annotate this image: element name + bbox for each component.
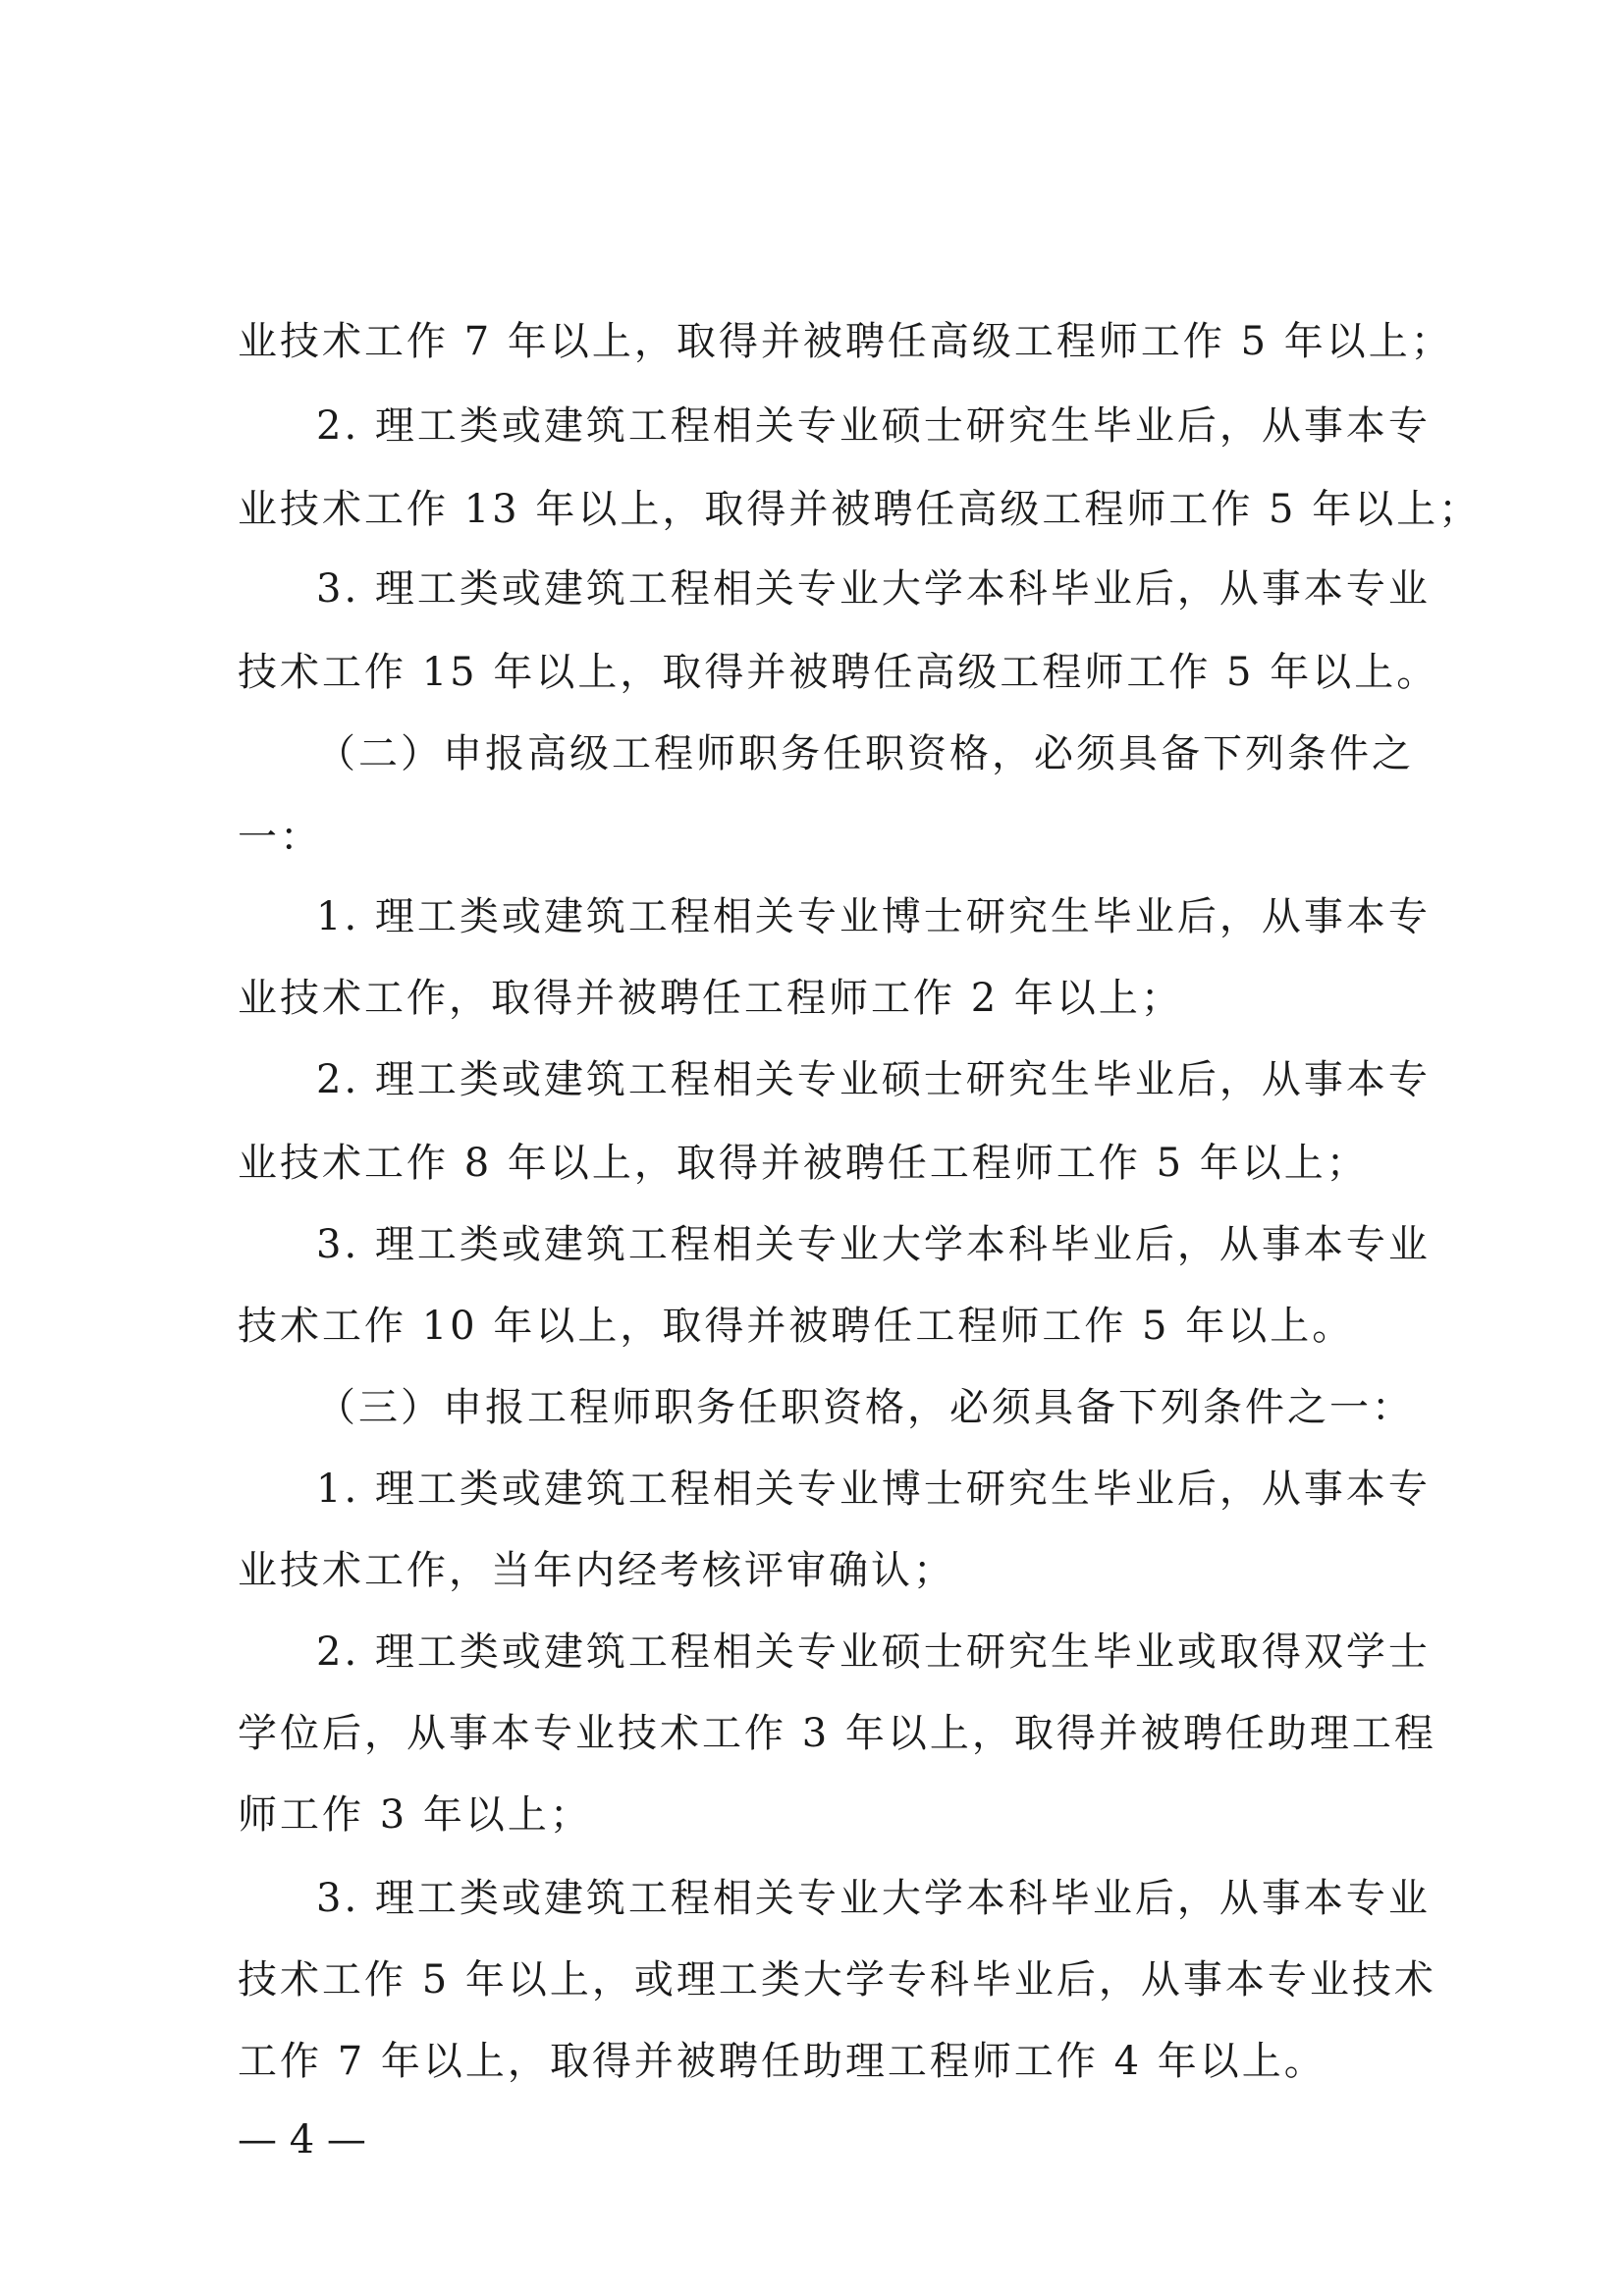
body-text-line: 业技术工作 13 年以上，取得并被聘任高级工程师工作 5 年以上； [238, 487, 1482, 532]
body-text-line: 技术工作 10 年以上，取得并被聘任工程师工作 5 年以上。 [238, 1304, 1355, 1349]
body-text-line: 师工作 3 年以上； [238, 1792, 592, 1838]
body-text-line: 业技术工作 8 年以上，取得并被聘任工程师工作 5 年以上； [238, 1141, 1369, 1186]
body-text-line: 业技术工作，取得并被聘任工程师工作 2 年以上； [238, 976, 1183, 1021]
body-text-line: 1. 理工类或建筑工程相关专业博士研究生毕业后，从事本专 [316, 1467, 1431, 1512]
body-text-line: 3. 理工类或建筑工程相关专业大学本科毕业后，从事本专业 [316, 566, 1431, 612]
body-text-line: 3. 理工类或建筑工程相关专业大学本科毕业后，从事本专业 [316, 1876, 1431, 1921]
page-number: — 4 — [238, 2117, 366, 2163]
body-text-line: 2. 理工类或建筑工程相关专业硕士研究生毕业后，从事本专 [316, 1057, 1431, 1102]
body-text-line: 业技术工作，当年内经考核评审确认； [238, 1548, 955, 1593]
body-text-line: 学位后，从事本专业技术工作 3 年以上，取得并被聘任助理工程 [238, 1711, 1436, 1756]
body-text-line: 技术工作 15 年以上，取得并被聘任高级工程师工作 5 年以上。 [238, 650, 1439, 695]
body-text-line: 业技术工作 7 年以上，取得并被聘任高级工程师工作 5 年以上； [238, 319, 1453, 364]
body-text-line: 工作 7 年以上，取得并被聘任助理工程师工作 4 年以上。 [238, 2039, 1326, 2084]
section-heading-line: 一： [238, 815, 322, 860]
body-text-line: 2. 理工类或建筑工程相关专业硕士研究生毕业后，从事本专 [316, 403, 1431, 449]
body-text-line: 2. 理工类或建筑工程相关专业硕士研究生毕业或取得双学士 [316, 1629, 1431, 1675]
body-text-line: 3. 理工类或建筑工程相关专业大学本科毕业后，从事本专业 [316, 1222, 1431, 1267]
body-text-line: 1. 理工类或建筑工程相关专业博士研究生毕业后，从事本专 [316, 894, 1431, 939]
section-heading-line: （二）申报高级工程师职务任职资格，必须具备下列条件之 [316, 731, 1414, 776]
body-text-line: 技术工作 5 年以上，或理工类大学专科毕业后，从事本专业技术 [238, 1957, 1436, 2002]
section-heading-line: （三）申报工程师职务任职资格，必须具备下列条件之一： [316, 1385, 1414, 1430]
